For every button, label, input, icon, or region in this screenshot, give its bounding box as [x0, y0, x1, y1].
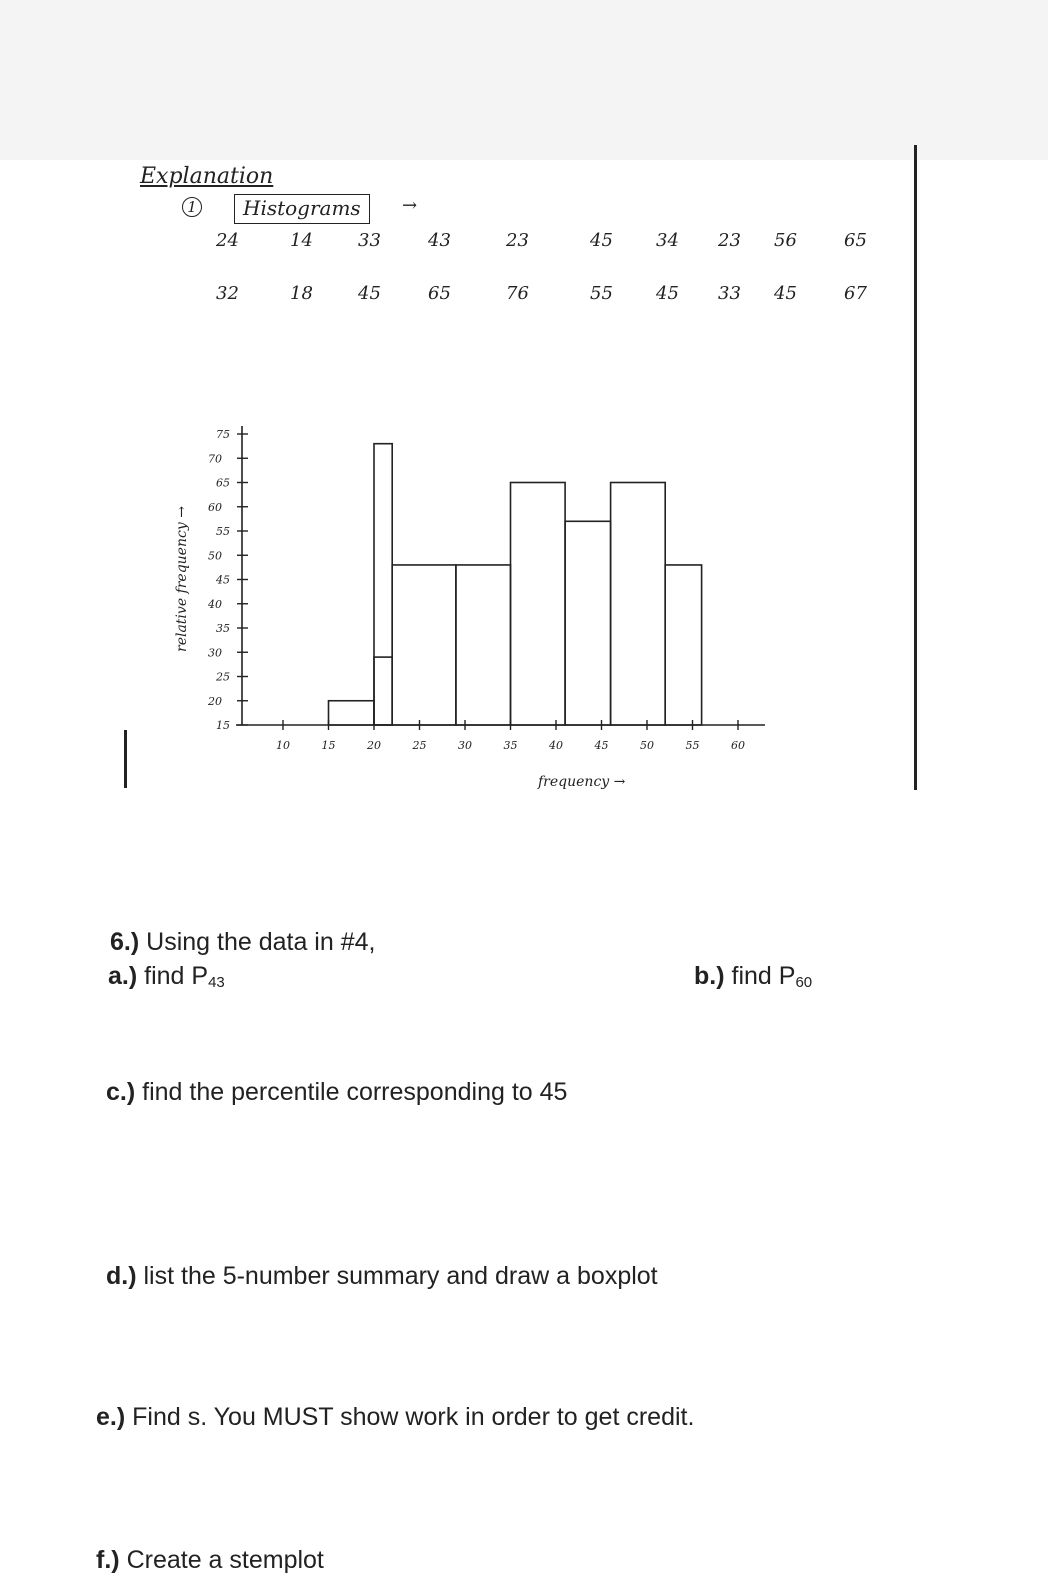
- data-value: 23: [718, 230, 741, 251]
- y-tick-label: 15: [216, 719, 230, 732]
- question-c-label: c.): [106, 1078, 136, 1106]
- data-value: 33: [718, 283, 741, 304]
- question-f-label: f.): [96, 1546, 120, 1574]
- data-value: 76: [506, 283, 529, 304]
- question-6-text: Using the data in #4,: [146, 928, 376, 956]
- question-6-number: 6.): [110, 928, 140, 956]
- data-value: 34: [656, 230, 679, 251]
- question-d: [106, 1262, 658, 1291]
- notes-title: Explanation: [140, 164, 274, 189]
- y-tick-label: 45: [216, 573, 230, 587]
- x-tick-label: 15: [321, 739, 336, 752]
- question-a: [108, 962, 225, 991]
- histogram-bar: [392, 565, 456, 725]
- x-tick-label: 20: [367, 739, 381, 752]
- question-f: [96, 1546, 324, 1575]
- data-value: 65: [844, 230, 867, 251]
- notes-subtitle: Histograms: [234, 194, 370, 224]
- data-value: 56: [774, 230, 797, 251]
- question-c: [106, 1078, 567, 1107]
- y-tick-label: 40: [208, 597, 222, 611]
- data-value: 32: [216, 283, 239, 304]
- question-e: [96, 1403, 694, 1432]
- x-tick-label: 50: [640, 739, 654, 752]
- histogram-bar: [511, 483, 566, 726]
- histogram-bar: [374, 444, 392, 725]
- data-value: 24: [216, 230, 239, 251]
- data-value: 45: [358, 283, 381, 304]
- data-value: 14: [290, 230, 313, 251]
- x-tick-label: 45: [594, 739, 609, 752]
- x-tick-label: 35: [503, 739, 518, 752]
- y-tick-label: 30: [208, 646, 222, 660]
- x-axis-label: frequency →: [538, 774, 626, 790]
- question-d-label: d.): [106, 1262, 137, 1290]
- question-e-label: e.): [96, 1403, 126, 1431]
- data-value: 45: [590, 230, 613, 251]
- question-b-subscript: 60: [795, 974, 813, 991]
- question-6: [110, 928, 375, 957]
- question-d-text: list the 5-number summary and draw a boxplot: [143, 1262, 658, 1290]
- question-b-label: b.): [694, 962, 725, 990]
- data-value: 33: [358, 230, 381, 251]
- question-c-text: find the percentile corresponding to 45: [142, 1078, 568, 1106]
- y-tick-label: 50: [208, 549, 222, 563]
- question-b-text: find P: [731, 962, 796, 990]
- y-tick-label: 35: [216, 622, 230, 635]
- y-tick-label: 75: [216, 428, 230, 441]
- x-tick-label: 30: [458, 739, 472, 752]
- data-value: 65: [428, 283, 451, 304]
- y-tick-label: 25: [216, 670, 230, 684]
- histogram-bar: [611, 483, 666, 726]
- histogram-bar: [329, 701, 375, 725]
- notes-item-number: 1: [182, 197, 202, 217]
- x-tick-label: 60: [731, 739, 745, 752]
- y-axis-label: relative frequency →: [174, 506, 190, 652]
- y-tick-label: 55: [216, 525, 230, 538]
- question-f-text: Create a stemplot: [126, 1546, 324, 1574]
- histogram-bar: [665, 565, 701, 725]
- histogram-bar: [374, 657, 392, 725]
- data-value: 55: [590, 283, 613, 304]
- x-tick-label: 55: [685, 739, 700, 752]
- data-value: 45: [774, 283, 797, 304]
- x-tick-label: 40: [549, 739, 563, 752]
- data-value: 18: [290, 283, 313, 304]
- x-tick-label: 25: [412, 739, 427, 752]
- histogram-bar: [456, 565, 511, 725]
- x-tick-label: 10: [276, 739, 290, 752]
- y-tick-label: 60: [208, 500, 222, 514]
- question-a-label: a.): [108, 962, 138, 990]
- y-tick-label: 65: [216, 476, 230, 490]
- question-b: [694, 962, 812, 991]
- data-value: 45: [656, 283, 679, 304]
- y-tick-label: 70: [208, 452, 222, 466]
- question-e-text: Find s. You MUST show work in order to get credit.: [132, 1403, 695, 1431]
- data-value: 23: [506, 230, 529, 251]
- question-a-subscript: 43: [208, 974, 225, 991]
- notes-subtitle-arrow: →: [402, 195, 418, 216]
- histogram-bar: [565, 521, 611, 725]
- data-value: 67: [844, 283, 867, 304]
- data-value: 43: [428, 230, 451, 251]
- y-tick-label: 20: [208, 694, 222, 708]
- question-a-text: find P: [144, 962, 209, 990]
